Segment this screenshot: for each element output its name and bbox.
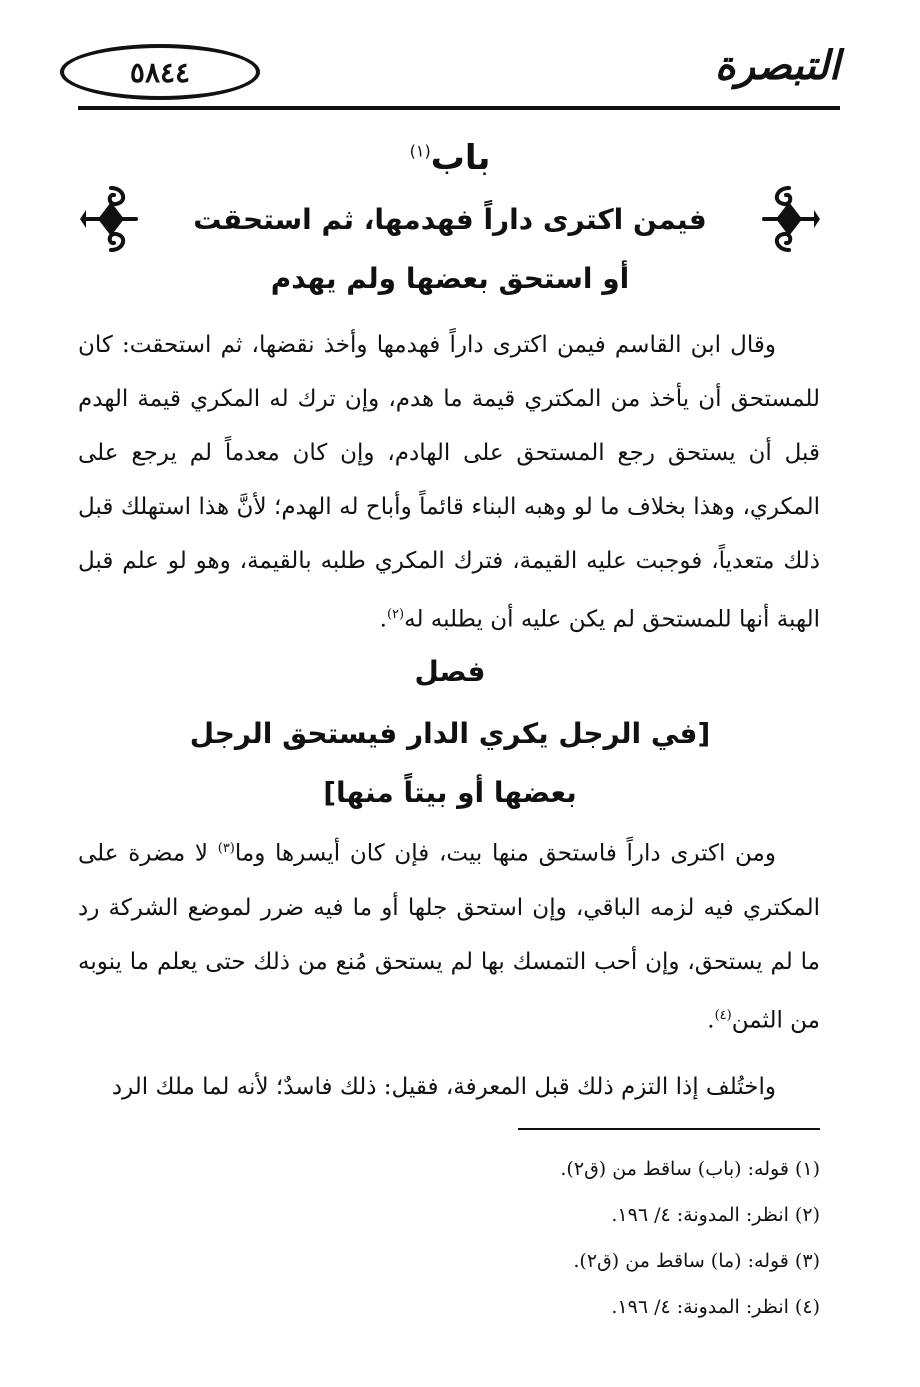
section-title-line-2: بعضها أو بيتاً منها] xyxy=(323,776,577,809)
page-number-badge xyxy=(60,44,260,100)
section-title-line-1: [في الرجل يكري الدار فيستحق الرجل xyxy=(189,717,711,750)
body-paragraph-1 xyxy=(78,318,820,647)
footnote-4: (٤) انظر: المدونة: ٤/ ١٩٦. xyxy=(611,1296,820,1318)
footnotes xyxy=(78,1146,820,1330)
page-number: ٥٨٤٤ xyxy=(129,55,191,89)
footnote-1: (١) قوله: (باب) ساقط من (ق٢). xyxy=(560,1158,820,1180)
page-header xyxy=(60,42,840,122)
chapter-label: باب xyxy=(430,138,491,178)
footnote-separator xyxy=(518,1128,820,1130)
chapter-heading xyxy=(80,138,820,178)
paragraph-1-text: وقال ابن القاسم فيمن اكترى داراً فهدمها وأخذ نقضها، ثم استحقت: كان للمستحق أن يأخذ من المكتري قيمة ما هدم، وإن ترك له المكري قيمة الهدم قبل أن يستحق رجع المستحق على الهادم، وإن كان معدماً لم يرجع على المكري، وهذا بخلاف ما لو وهبه البناء قائماً وأباح له الهدم؛ لأنَّ هذا استهلك قبل ذلك متعدياً، فوجبت عليه القيمة، فترك المكري طلبه بالقيمة، وهو لو علم قبل الهبة أنها للمستحق لم يكن عليه أن يطلبه له xyxy=(78,332,820,633)
chapter-title-line-1: فيمن اكترى داراً فهدمها، ثم استحقت xyxy=(193,203,707,236)
paragraph-1-end: . xyxy=(379,606,387,633)
chapter-footnote-ref: (١) xyxy=(409,141,431,161)
paragraph-2-footnote-ref-3: (٣) xyxy=(217,841,235,856)
book-title: التبصرة xyxy=(714,42,840,89)
paragraph-2-end: . xyxy=(707,1007,715,1034)
section-heading: فصل xyxy=(414,655,486,688)
header-rule xyxy=(78,106,840,110)
chapter-title-line-2: أو استحق بعضها ولم يهدم xyxy=(270,262,630,295)
paragraph-2-text-a: ومن اكترى داراً فاستحق منها بيت، فإن كان أيسرها وما xyxy=(234,840,776,867)
paragraph-1-footnote-ref: (٢) xyxy=(386,607,405,622)
footnote-2: (٢) انظر: المدونة: ٤/ ١٩٦. xyxy=(611,1204,820,1226)
paragraph-2-text-b: لا مضرة على المكتري فيه لزمه الباقي، وإن استحق جلها أو ما فيه ضرر لموضع الشركة رد ما لم يستحق، وإن أحب التمسك بها لم يستحق مُنع من ذلك حتى يعلم ما ينوبه من الثمن xyxy=(78,840,820,1034)
paragraph-2-footnote-ref-4: (٤) xyxy=(714,1007,732,1023)
body-paragraph-3: واختُلف إذا التزم ذلك قبل المعرفة، فقيل: ذلك فاسدٌ؛ لأنه لما ملك الرد xyxy=(111,1074,776,1100)
body-paragraph-2 xyxy=(78,822,820,1047)
footnote-3: (٣) قوله: (ما) ساقط من (ق٢). xyxy=(573,1250,820,1272)
